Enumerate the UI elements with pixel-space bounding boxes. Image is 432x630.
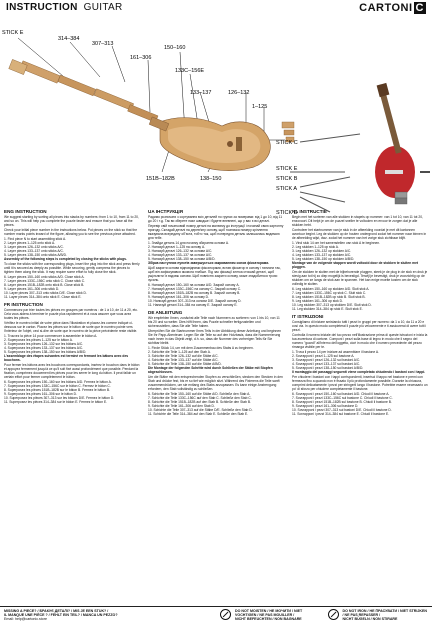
section-title: UA ІНСТРУКЦІЯ: [148, 209, 183, 214]
step: 10. Нанизуй деталі 307–313 на основи D/E. Закрий основу D.: [148, 299, 242, 303]
section-eng: [4, 210, 140, 299]
step: 8. Нанизуй деталі 151B–182B на основу B. Закрий основу B.: [148, 291, 241, 295]
step: 4. Нанизуй деталі 133–137 на основи A/C.: [148, 253, 213, 257]
neck-pieces: [9, 59, 158, 122]
step: 3. Leg stukken 126–132 op stokken A/C.: [292, 249, 352, 253]
label-133-137: 133–137: [190, 90, 212, 96]
section-it: [292, 315, 428, 416]
step: 11. Schichte die Teile 314–384 auf den Stab E. Schließe den Stab E.: [148, 412, 249, 416]
label-stick-c: STICK C: [276, 140, 298, 146]
do-not-moisten-line-1: DO NOT MOISTEN / НЕ МОЧИТИ / NIET VOCHTIGEN / NE PAS MOUILLER /: [235, 609, 303, 618]
logo-box: C: [415, 2, 424, 14]
subtitle-text: GUITAR: [83, 2, 123, 13]
bold-note: Montage van de volgende stappen wordt voltooid door de stokken te sluiten met pluggen.: [292, 261, 419, 269]
paragraph: Um die Stäbe mit den entsprechenden Stopfen zu verschließen, stecken den Stecken in den Stab und drücke fest, bis er so tief wie möglich sitzt. Während des Fixierens die Teile sanft zusammendrücken, um sie entlang des Stabs anzupassen. Es kann einige Anstrengung erfordern, den Stab vollständig zu schließen.: [148, 375, 283, 391]
step: 3. Superposez les pièces 126–132 sur les bâtons A/C.: [4, 342, 84, 346]
instruction-columns: [0, 210, 432, 610]
footer-text: [343, 609, 428, 622]
step: 6. Superposez les pièces 150–160 sur les bâtons A/D. Fermez le bâton A.: [4, 380, 112, 384]
step: 8. Superposez les pièces 151B–182B sur le bâton B. Fermez le bâton B.: [4, 388, 110, 392]
do-not-iron-line-1: DO NOT IRON / НЕ ПРАСУВАТИ / NIET STRIJKEN / NE PAS REPASSER /: [342, 609, 427, 618]
step-list: [148, 241, 284, 261]
step: 3. Нанизуй деталі 126–132 на основи A/C.: [148, 249, 213, 253]
step: 7. Нанизуй деталі 133C–156C на основу C. Закрий основу C.: [148, 287, 242, 291]
step: 5. Layer pieces 138–150 onto sticks A/B/D.: [4, 253, 67, 257]
column-middle: [144, 210, 288, 610]
step: 1. Vind stuk 14 om het samenstellen van stok A te beginnen.: [292, 241, 381, 245]
missing-piece-line-2: IL MANQUE UNE PIÈCE ? / FEHLT EIN TEIL? / MANCA UN PEZZO?: [4, 613, 118, 618]
logo-text: CARTONI: [359, 2, 413, 14]
step: 1. Finde Stück 14, um mit dem Zusammenbau des Stabs A zu beginnen.: [148, 346, 254, 350]
paragraph: Controleer het startnummer van je stuk in de afbeelding voordat je met dit kartonnen avontuur begint. Leg de stukken op de houten ondergrond zodat het nummer naar binnen in de afbeelding wijst, dwz. zodat het nummer van het vorige stuk zichtbaar blijft.: [292, 228, 427, 240]
step-list: [4, 237, 140, 257]
step: 7. Superposez les pièces 133C–156C sur le bâton C. Fermez le bâton C.: [4, 384, 111, 388]
step: 2. Layer pieces 1–125 onto stick A.: [4, 241, 56, 245]
step: 9. Sovrapponi i pezzi 161–306 sul bastone D.: [292, 404, 359, 408]
paragraph: Consigliamo di iniziare smistando tutti i pezzi in gruppi per numero: da 1 a 10, da 11 a 20 e così via. In questo modo completerai il puzzle più velocemente e ti assicurerai di avere tutti i pezzi.: [292, 320, 427, 332]
step-list: [292, 392, 428, 416]
paragraph: Per chiudere i bastoni con i tappi corrispondenti, inserisci il tappo nel bastone e premi con fermezza fino a quando non è fissato il più profondamente possibile. Durante la chiusura, comprimi delicatamente i pezzi per stringerli lungo il bastone. Potrebbe essere necessario un po' di sforzo per chiudere completamente il bastone.: [292, 375, 428, 391]
bold-note: L'assemblage des étapes suivantes est terminé en fermant les bâtons avec des bouchons.: [4, 354, 129, 362]
bold-note: Збірка наступних пунктів завершується закриванням основ фіксаторами.: [148, 261, 270, 265]
missing-piece-line-1: MISSING A PIECE? / БРАКУЄ ДЕТАЛІ? / MIS JE EEN STUK? /: [4, 609, 109, 613]
step: 8. Leg stukken 151B–182B op stok B. Sluit stok B.: [292, 295, 366, 299]
red-guitar-figure: [375, 83, 430, 198]
label-126-132: 126–132: [228, 90, 250, 96]
step: 3. Schichte die Teile 126–132 auf die Stäbe A/C.: [148, 354, 219, 358]
step: 2. Sovrapponi i pezzi 1–125 sul bastone A.: [292, 354, 355, 358]
paragraph: Controlla il numero iniziale del tuo pezzo nell'illustrazione prima di queste istruzioni e inizia la tua avventura di cartone. Componi i pezzi sulla base di legno in modo che il segno del numero "guardi" all'interno dell'oggetto, cioè in modo che il numero precedente del pezzo rimanga visibile per te.: [292, 333, 428, 349]
step: 8. Layer pieces 151B–182B onto stick B. Close stick B.: [4, 283, 85, 287]
section-title: FR INSTRUCTION: [4, 302, 43, 307]
step: 1. Trova il pezzo 14 per iniziare ad assemblare il bastone A.: [292, 350, 380, 354]
step: 11. Leg stukken 314–384 op stok E. Sluit stok E.: [292, 307, 363, 311]
step: 9. Leg stukken 161–306 op stok D.: [292, 299, 343, 303]
label-150-160: 150–160: [164, 45, 186, 51]
paragraph: Überprüfen Sie die Startnummer Ihres Teils in der Abbildung dieser Anleitung und beginnen Sie Ihr Papp-Abenteuer. Legen Sie die Teile so auf den Holzbasis, dass die Nummerierung nach innen in das Objekt zeigt, d.h. so, dass die Nummer des vorherigen Teils für Sie sichtbar bleibt.: [148, 329, 281, 345]
step: 4. Schichte die Teile 133–137 auf die Stäbe A/C.: [148, 358, 219, 362]
column-right: [288, 210, 432, 610]
do-not-moisten-line-2: NICHT BEFEUCHTEN / NON BAGNARE: [235, 617, 302, 622]
step: 1. Trouvez la pièce 14 pour commencer à assembler le bâton A.: [4, 334, 98, 338]
step-list: [292, 241, 428, 261]
step: 4. Sovrapponi i pezzi 133–137 sui bastoni A/C.: [292, 362, 361, 366]
paragraph: Wir empfehlen Ihnen, zunächst alle Teile nach Nummern zu sortieren: von 1 bis 10, von 11 bis 20 und so weiter. Dies hilft Ihnen, das Puzzle schneller fertigzustellen und sicherzustellen, dass Sie alle Teile haben.: [148, 316, 280, 328]
label-stick-b: STICK B: [276, 176, 298, 182]
section-nl: [292, 210, 428, 311]
step: 6. Leg stukken 150–160 op stokken A/D. Sluit stok A.: [292, 287, 370, 291]
step: 9. Schichte die Teile 161–306 auf den Stab D.: [148, 404, 215, 408]
footer-text: [235, 609, 324, 622]
step: 11. Нанизуй деталі 314–384 на основу E. Закрий основу E.: [148, 303, 238, 307]
label-151b-182b: 151B–182B: [146, 176, 175, 182]
step: 6. Нанизуй деталі 150–160 на основи A/D. Закрий основу A.: [148, 283, 240, 287]
step: 5. Нанизуй деталі 138–150 на основи A/B/D.: [148, 257, 216, 261]
label-stick-e-right: STICK E: [276, 166, 298, 172]
step-list: [148, 346, 284, 366]
support-email[interactable]: Email: help@cartonic.store: [4, 617, 47, 622]
paragraph: To close the sticks with the corresponding plugs, insert the plug into the stick and press firmly until it is secured as deeply as possible. While securing, gently compress the pieces to tighten them along the stick. It may require some effort to fully close the stick.: [4, 262, 140, 274]
label-314-384: 314–384: [58, 36, 80, 42]
step: 9. Layer pieces 161–306 onto stick D.: [4, 287, 60, 291]
step-list: [4, 334, 140, 354]
step: 2. Schichte die Teile 1–125 auf den Stab A.: [148, 350, 211, 354]
paragraph: Перевір свій початковий номер деталі на малюнку до інструкції і починай свою картонну пригоду. Складай деталі на дерев'яну основу, щоб позначка номеру кріплення вказувала всередину об'єкта, тобто так, щоб попередня деталь залишалась видимою для тебе.: [148, 224, 284, 240]
step: 1. Find piece N to start assembling stick A.: [4, 237, 67, 241]
section-fr: [4, 303, 140, 404]
step: 1. Знайди деталь 14 для початку збирання основи A.: [148, 241, 230, 245]
step: 2. Superposez les pièces 1–125 sur le bâton A.: [4, 338, 73, 342]
step: 7. Leg stukken 133C–156C op stok C. Sluit stok C.: [292, 291, 367, 295]
label-138-150: 138–150: [200, 176, 222, 182]
exploded-guitar-diagram: [0, 22, 432, 220]
section-title: IT ISTRUZIONI: [292, 314, 324, 319]
label-307-313: 307–313: [92, 41, 114, 47]
header: [0, 0, 432, 22]
step: 7. Layer pieces 133C–156C onto stick C. Close stick C.: [4, 279, 85, 283]
step: 2. Leg stukken 1–125 op stok A.: [292, 245, 339, 249]
label-stick-e: STICK E: [2, 30, 24, 36]
no-water-icon: [220, 609, 231, 620]
step: 10. Leg stukken 307–313 op stokken D/E. Sluit stok D.: [292, 303, 372, 307]
step: 9. Нанизуй деталі 161–306 на основу D.: [148, 295, 209, 299]
paragraph: Om de stokken te sluiten met de bijbehorende pluggen, steek je de plug in de stok en druk je stevig aan tot hij zo diep mogelijk is bevestigd. Terwijl je bevestigt, druk je voorzichtig op de stukken om ze langs de stok aan te spannen. Het kan enige moeite kosten om de stok volledig te sluiten.: [292, 270, 428, 286]
step: 5. Leg stukken 138–150 op stokken A/B/D.: [292, 257, 355, 261]
paragraph: Радимо розпочати з сортування всіх деталей по групах за номерами: від 1 до 10, від 11 до 20 і т.д. Так ви зберете пазл швидше і будете впевнені, що у вас є всі деталі.: [148, 215, 283, 223]
step: 4. Superposez les pièces 133–137 sur les bâtons A/C.: [4, 346, 84, 350]
diagram-svg: [0, 22, 432, 220]
footer-text: [4, 609, 118, 622]
step-list: [148, 283, 284, 307]
no-iron-icon: [328, 609, 339, 620]
small-pieces: [282, 122, 294, 142]
footer-missing-piece: [0, 607, 216, 630]
paragraph: Щоб закрити основи відповідними фіксаторами, встав фіксатор в основу і натисни так, щоб він зафіксувався якомога глибше. Під час фіксації злегка стискай деталі, щоб ущільнити їх вздовж основи. Щоб повністю закрити основу, може знадобитися трохи зусиль.: [148, 266, 281, 282]
label-161-306: 161–306: [130, 55, 152, 61]
step-list: [4, 380, 140, 404]
section-de: [148, 311, 284, 416]
step: 5. Sovrapponi i pezzi 138–150 sui bastoni A/B/D.: [292, 366, 364, 370]
step: 10. Layer pieces 307–313 onto sticks D/E. Close stick D.: [4, 291, 87, 295]
step: 10. Schichte die Teile 307–313 auf die Stäbe D/E. Schließe den Stab D.: [148, 408, 253, 412]
step: 9. Superposez les pièces 161–306 sur le bâton D.: [4, 392, 77, 396]
step: 4. Leg stukken 133–137 op stokken A/C.: [292, 253, 352, 257]
label-133c-156e: 133C–156E: [175, 68, 205, 74]
paragraph: Vérifiez le numéro initial de votre pièce dans l'illustration et placez-les comme indiqué ci-dessous sur le carton. Placez les pièces sur le bâton de sorte que le numéro pointe vers l'intérieur de l'objet, ceci si-dire de sorte que le numéro de la pièce précédente reste visible.: [4, 321, 138, 333]
step: 7. Schichte die Teile 133C–156C auf den Stab C. Schließe den Stab C.: [148, 396, 252, 400]
plug-icon: [395, 192, 407, 204]
step: 11. Layer pieces 314–384 onto stick E. Close stick E.: [4, 295, 82, 299]
column-left: [0, 210, 144, 610]
step: 10. Sovrapponi i pezzi 307–313 sui bastoni D/E. Chiudi il bastone D.: [292, 408, 392, 412]
step-list: [292, 350, 428, 370]
step: 7. Sovrapponi i pezzi 133C–156C sul bastone C. Chiudi il bastone C.: [292, 396, 393, 400]
paragraph: Check your initial piece number in the instructions below. Put pieces on the stick so that the number marks points inward of the figure, allowing you to see the previous piece attached.: [4, 228, 138, 236]
step: 5. Superposez les pièces 138–150 sur les bâtons A/B/D.: [4, 350, 87, 354]
bold-note: Assembly of the following steps is completed by closing the sticks with plugs.: [4, 257, 127, 261]
step: 3. Sovrapponi i pezzi 126–132 sui bastoni A/C.: [292, 358, 361, 362]
label-1-125: 1–125: [252, 104, 268, 110]
section-title: ENG INSTRUCTION: [4, 209, 47, 214]
title-text: INSTRUCTION: [6, 2, 78, 13]
label-stick-d: STICK D: [276, 210, 298, 216]
step: 6. Sovrapponi i pezzi 150–160 sui bastoni A/D. Chiudi il bastone A.: [292, 392, 390, 396]
label-stick-a: STICK A: [276, 186, 298, 192]
step: 3. Layer pieces 126–132 onto sticks A/C.: [4, 245, 64, 249]
paragraph: Commencez par trier toutes les pièces en groupes par numéros : de 1 à 10, de 11 à 20, etc. Cela vous aidera à terminer le puzzle plus rapidement et à vous assurer que vous avez toutes les pièces.: [4, 308, 138, 320]
bold-note: Die Montage der folgenden Schritte wird durch Schließen der Stäbe mit Stopfen abgeschlossen.: [148, 366, 273, 374]
do-not-iron-line-2: NICHT BÜGELN / NON STIRARE: [342, 617, 398, 622]
step: 4. Layer pieces 133–137 onto sticks A/C.: [4, 249, 64, 253]
step: 5. Schichte die Teile 138–150 auf die Stäbe A/B/D.: [148, 362, 222, 366]
step: 6. Layer pieces 150–160 onto sticks A/D. Close stick A.: [4, 275, 85, 279]
bold-note: Il montaggio dei passaggi seguenti viene completato chiudendo i bastoni con i tappi.: [292, 370, 426, 374]
step: 11. Superposez les pièces 314–384 sur le bâton E. Fermez le bâton E.: [4, 400, 108, 404]
step: 8. Schichte die Teile 151B–182B auf den Stab B. Schließe den Stab B.: [148, 400, 251, 404]
step-list: [292, 287, 428, 311]
step-list: [148, 392, 284, 416]
brand-logo: [359, 2, 426, 14]
guitar-body: [149, 117, 270, 171]
step: 2. Нанизуй деталі 1–125 на основу A.: [148, 245, 206, 249]
page-title: [6, 2, 122, 13]
section-title: DE ANLEITUNG: [148, 310, 183, 315]
section-ua: [148, 210, 284, 307]
step: 8. Sovrapponi i pezzi 151B–182B sul bastone B. Chiudi il bastone B.: [292, 400, 392, 404]
footer-care-warnings: [216, 607, 432, 630]
paragraph: Begin met het sorteren van alle stukken in stapels op nummer: van 1 tot 10, van 11 tot 20, enzovoort. Dit helpt je om de puzzel sneller te voltooien en ervoor te zorgen dat je alle stukken hebt.: [292, 215, 423, 227]
footer: [0, 606, 432, 630]
step: 6. Schichte die Teile 150–160 auf die Stäbe A/D. Schließe den Stab A.: [148, 392, 251, 396]
paragraph: We suggest starting by sorting all pieces into stacks by numbers: from 1 to 10, from 11 to 20, and so on. This will help you complete the puzzle faster and ensure that you have all the pieces.: [4, 215, 139, 227]
assembly-sticks: [290, 134, 360, 212]
section-title: NL INSTRUCTIE: [292, 209, 327, 214]
step-list: [4, 275, 140, 299]
paragraph: Pour fermer les bâtons avec les bouchons correspondants, insérez le bouchon dans le bâton et appuyez fermement jusqu'à ce qu'il soit fixé aussi profondément que possible. Pendant la fixation, comprimez doucement les pièces pour les serrer le long du bâton. Il peut falloir un certain effort pour fermer complètement le bâton.: [4, 363, 140, 379]
step: 11. Sovrapponi i pezzi 314–384 sul bastone E. Chiudi il bastone E.: [292, 412, 390, 416]
step: 10. Superposez les pièces 307–313 sur les bâtons D/E. Fermez le bâton D.: [4, 396, 115, 400]
